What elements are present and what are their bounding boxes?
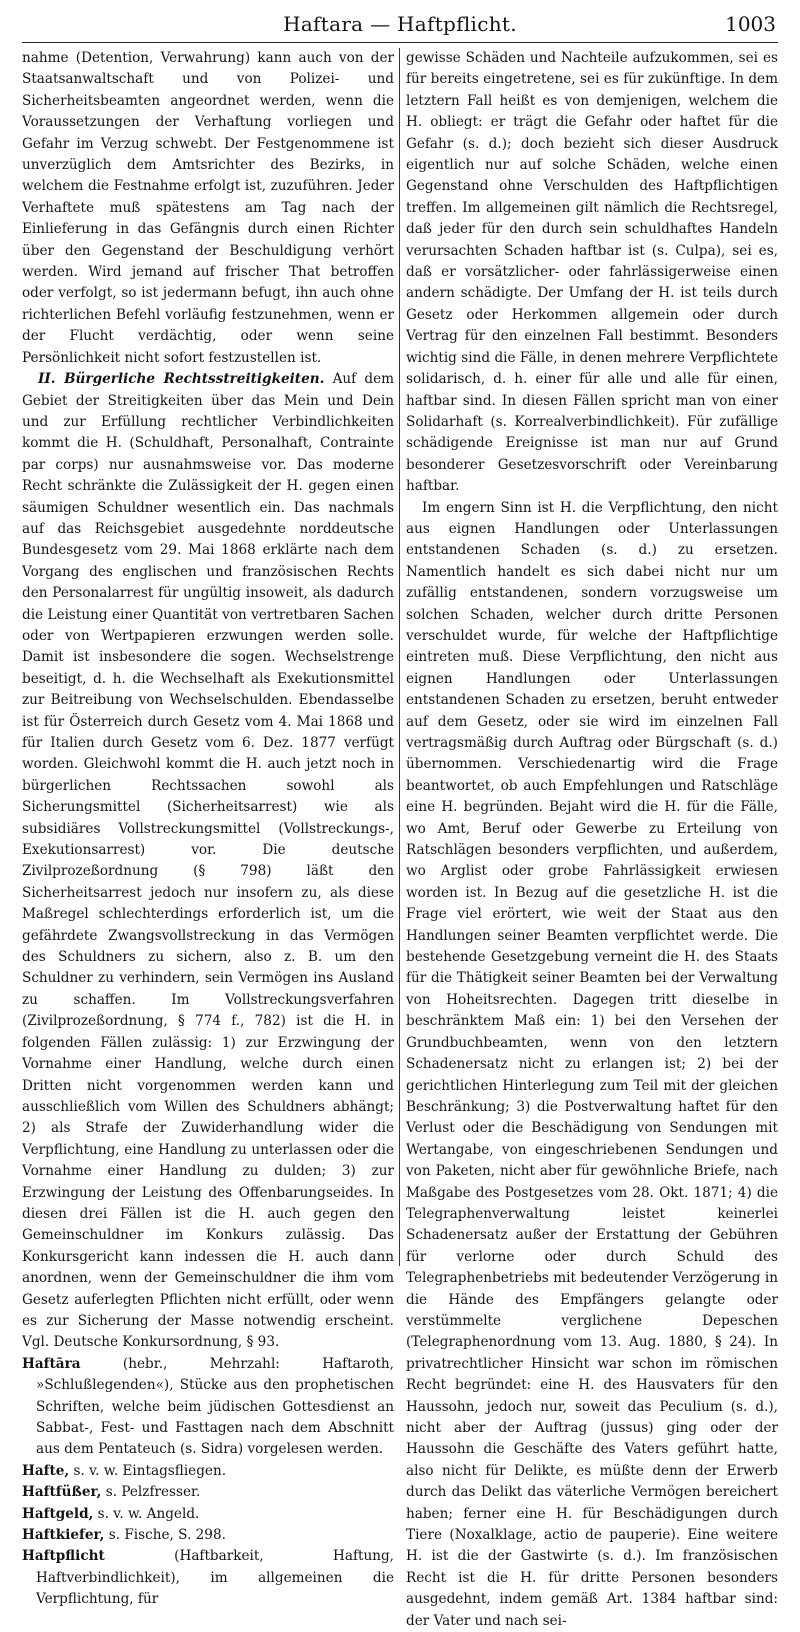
entry-text: s. Fische, S. 298.: [108, 1527, 226, 1544]
entry-text: (Haftbarkeit, Haftung, Haftverbindlichkeit), im allgemeinen die Verpflichtung, für: [36, 1548, 394, 1608]
entry-headword: Haftfüßer,: [22, 1484, 102, 1501]
entry: [22, 1354, 394, 1461]
entry: [22, 1482, 394, 1503]
paragraph: nahme (Detention, Verwahrung) kann auch von der Staatsanwaltschaft und von Polizei- und Sicherheitsbeamten angeordnet werden, wenn die Voraussetzungen der Verhaftung vorliegen und Gefahr im Verzug schwebt. Der Festgenommene ist unverzüglich dem Amtsrichter des Bezirks, in welchem die Festnahme erfolgt ist, zuzuführen. Jeder Verhaftete muß spätestens am Tag nach der Einlieferung in das Gefängnis durch einen Richter über den Gegenstand der Beschuldigung verhört werden. Wird jemand auf frischer That betroffen oder verfolgt, so ist jedermann befugt, ihn auch ohne richterlichen Befehl vorläufig festzunehmen, wenn er der Flucht verdächtig, oder wenn seine Persönlichkeit nicht sofort festzustellen ist.: [22, 50, 394, 366]
header-title: Haftara — Haftpflicht.: [283, 12, 517, 36]
column-divider: [399, 48, 400, 1266]
entry-headword: Haftkiefer,: [22, 1527, 105, 1544]
entry-headword: Haftāra: [22, 1355, 81, 1372]
paragraph-text: Auf dem Gebiet der Streitigkeiten über das Mein und Dein und zur Erfüllung rechtlicher Verbindlichkeiten kommt die H. (Schuldhaft, Personalhaft, Contrainte par corps) nur ausnahmsweise vor. Das moderne Recht schränkte die Zulässigkeit der H. gegen einen säumigen Schuldner wesentlich ein. Das nachmals auf das Reichsgebiet ausgedehnte norddeutsche Bundesgesetz vom 29. Mai 1868 erklärte nach dem Vorgang des englischen und französischen Rechts den Personalarrest für ungültig insoweit, als dadurch die Leistung einer Quantität von vertretbaren Sachen oder von Wertpapieren erzwungen werden solle. Damit ist insbesondere die sogen. Wechselstrenge beseitigt, d. h. die Wechselhaft als Exekutionsmittel zur Beitreibung von Wechselschulden. Ebendasselbe ist für Österreich durch Gesetz vom 4. Mai 1868 und für Italien durch Gesetz vom 6. Dez. 1877 verfügt worden. Gleichwohl kommt die H. auch jetzt noch in bürgerlichen Rechtssachen sowohl als Sicherungsmittel (Sicherheitsarrest) wie als subsidiäres Vollstreckungsmittel (Vollstreckungs-, Exekutionsarrest) vor. Die deutsche Zivilprozeßordnung (§ 798) läßt den Sicherheitsarrest jedoch nur insofern zu, als diese Maßregel schlechterdings erforderlich ist, um die gefährdete Zwangsvollstreckung in das Vermögen des Schuldners zu sichern, also z. B. um den Schuldner zu verhindern, sein Vermögen ins Ausland zu schaffen. Im Vollstreckungsverfahren (Zivilprozeßordnung, § 774 f., 782) ist die H. in folgenden Fällen zulässig: 1) zur Erzwingung der Vornahme einer Handlung, welche durch einen Dritten nicht vorgenommen werden kann und ausschließlich vom Willen des Schuldners abhängt; 2) als Strafe der Zuwiderhandlung wider die Verpflichtung, eine Handlung zu unterlassen oder die Vornahme einer Handlung zu dulden; 3) zur Erzwingung der Leistung des Offenbarungseides. In diesen drei Fällen ist die H. auch gegen den Gemeinschuldner im Konkurs zulässig. Das Konkursgericht kann indessen die H. auch dann anordnen, wenn der Gemeinschuldner die ihm vom Gesetz auferlegten Pflichten nicht erfüllt, oder wenn es zur Sicherung der Masse notwendig erscheint. Vgl. Deutsche Konkursordnung, § 93.: [22, 371, 395, 1351]
paragraph: [22, 369, 394, 1354]
entry: [22, 1461, 394, 1482]
paragraph: gewisse Schäden und Nachteile aufzukommen, sei es für bereits eingetretene, sei es für zukünftige. In dem letztern Fall heißt es von demjenigen, welchem die H. obliegt: er trägt die Gefahr oder haftet für die Gefahr (s. d.); doch bezieht sich dieser Ausdruck eigentlich nur auf solche Schäden, welche einen Gegenstand ohne Verschulden des Haftpflichtigen treffen. Im allgemeinen gilt nämlich die Rechtsregel, daß jeder für den durch sein schuldhaftes Handeln verursachten Schaden haftbar ist (s. Culpa), sei es, daß er vorsätzlicher- oder fahrlässigerweise einen andern schädigte. Der Umfang der H. ist teils durch Gesetz oder Herkommen allgemein oder durch Vertrag für den einzelnen Fall bestimmt. Besonders wichtig sind die Fälle, in denen mehrere Verpflichtete solidarisch, d. h. einer für alle und alle für einen, haftbar sind. In diesen Fällen spricht man von einer Solidarhaft (s. Korrealverbindlichkeit). Für zufällige schädigende Ereignisse ist man nur auf Grund besonderer Gesetzesvorschrift oder Vereinbarung haftbar.: [406, 50, 778, 495]
entry-text: s. Pelzfresser.: [105, 1484, 201, 1501]
left-column: [22, 48, 395, 1608]
entry-headword: Haftgeld,: [22, 1505, 94, 1522]
entry-headword: Hafte,: [22, 1462, 70, 1479]
entry-text: (hebr., Mehrzahl: Haftaroth, »Schlußlegenden«), Stücke aus den prophetischen Schriften, welche beim jüdischen Gottesdienst an Sabbat-, Fest- und Fasttagen nach dem Abschnitt aus dem Pentateuch (s. Sidra) vorgelesen werden.: [36, 1355, 394, 1458]
paragraph: Im engern Sinn ist H. die Verpflichtung, den nicht aus eignen Handlungen oder Unterlassungen entstandenen Schaden (s. d.) zu ersetzen. Namentlich handelt es sich dabei nicht nur um zufällig entstandenen, sondern vorzugsweise um solchen Schaden, welcher durch dritte Personen verschuldet wurde, für welche der Haftpflichtige eintreten muß. Diese Verpflichtung, den nicht aus eignen Handlungen oder Unterlassungen entstandenen Schaden zu ersetzen, beruht entweder auf dem Gesetz, oder sie wird im einzelnen Fall vertragsmäßig durch Auftrag oder Bürgschaft (s. d.) übernommen. Verschiedenartig wird die Frage beantwortet, ob auch Empfehlungen und Ratschläge eine H. begründen. Bejaht wird die H. für die Fälle, wo Amt, Beruf oder Gewerbe zu Erteilung von Ratschlägen besonders verpflichten, und außerdem, wo Arglist oder grobe Fahrlässigkeit erwiesen worden ist. In Bezug auf die gesetzliche H. ist die Frage viel erörtert, wie weit der Staat aus den Handlungen seiner Beamten verpflichtet werde. Die bestehende Gesetzgebung verneint die H. des Staats für die Thätigkeit seiner Beamten bei der Verwaltung von Hoheitsrechten. Dagegen tritt dieselbe in beschränktem Maß ein: 1) bei den Versehen der Grundbuchbeamten, wenn von den letztern Schadenersatz nicht zu erlangen ist; 2) bei der gerichtlichen Hinterlegung zum Teil mit der gleichen Beschränkung; 3) die Postverwaltung haftet für den Verlust oder die Beschädigung von Sendungen mit Wertangabe, von eingeschriebenen Sendungen und von Paketen, nicht aber für gewöhnliche Briefe, nach Maßgabe des Postgesetzes vom 28. Okt. 1871; 4) die Telegraphenverwaltung leistet keinerlei Schadenersatz außer der Erstattung der Gebühren für verlorne oder durch Schuld des Telegraphenbetriebs mit bedeutender Verzögerung in die Hände des Empfängers gelangte oder verstümmelte verglichene Depeschen (Telegraphenordnung vom 13. Aug. 1880, § 24). In privatrechtlicher Hinsicht war schon im römischen Recht begründet: eine H. des Hausvaters für den Haussohn, jedoch nur, soweit das Peculium (s. d.), nicht aber der Auftrag (jussus) ging oder der Haussohn die Geschäfte des Vaters geführt hatte, also nicht für Delikte, es müßte denn der Erwerb durch das Delikt das väterliche Vermögen bereichert haben; ferner eine H. für Beschädigungen durch Tiere (Noxalklage, actio de pauperie). Eine weitere H. ist die der Gastwirte (s. d.). Im französischen Recht ist die H. für dritte Personen besonders ausgedehnt, indem gemäß Art. 1384 haftbar sind: der Vater und nach sei-: [406, 499, 778, 1629]
entry-headword: Haftpflicht: [22, 1548, 105, 1565]
entry-text: s. v. w. Eintagsfliegen.: [73, 1462, 227, 1479]
running-header: [22, 8, 778, 43]
entry: [22, 1504, 394, 1525]
entry: [22, 1546, 394, 1610]
section-heading: II. Bürgerliche Rechtsstreitigkeiten.: [38, 371, 325, 388]
entry: [22, 1525, 394, 1546]
right-column: [406, 48, 778, 1629]
entry-text: s. v. w. Angeld.: [97, 1505, 200, 1522]
page-number: 1003: [725, 12, 776, 36]
